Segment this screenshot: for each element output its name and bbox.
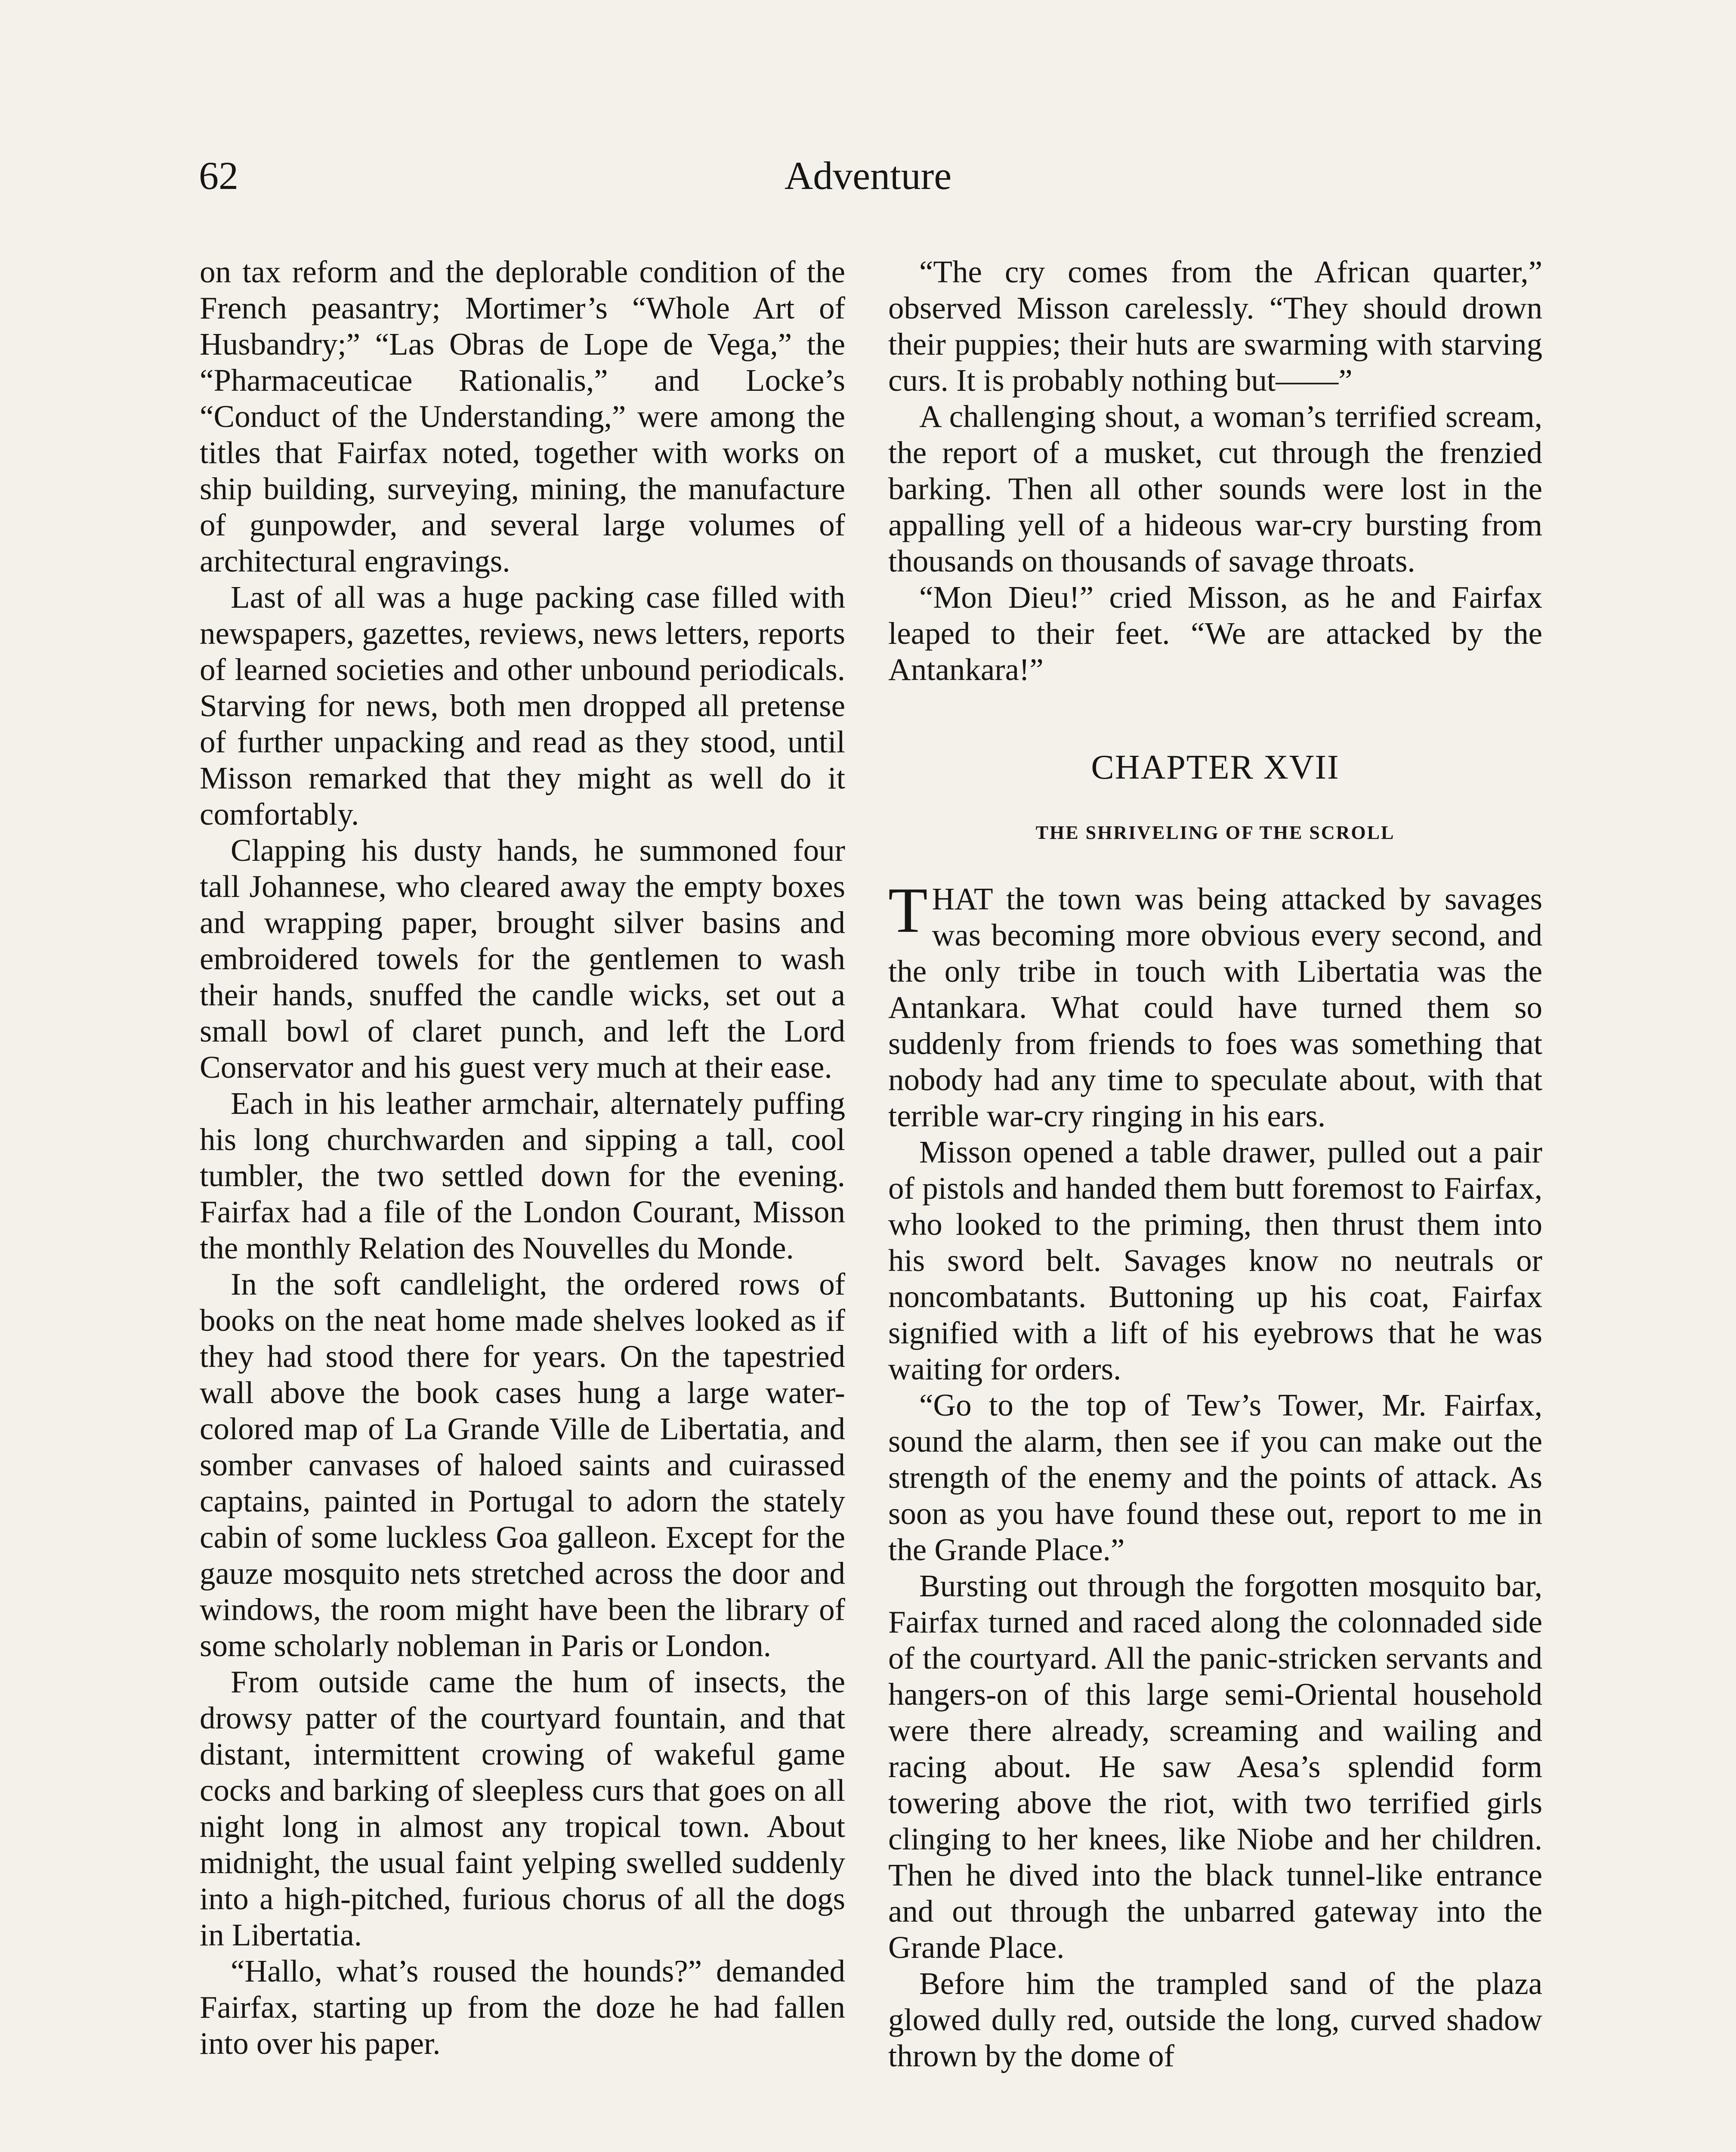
running-title: Adventure [784,154,952,198]
chapter-title: CHAPTER XVII [1091,748,1340,786]
paragraph: “Go to the top of Tew’s Tower, Mr. Fairfax, sound the alarm, then see if you can make out the strength of the enemy and the points of attack. As soon as you have found these out, report to me in the Grande Place.” [888,1388,1542,1567]
paragraph: “Hallo, what’s roused the hounds?” demanded Fairfax, starting up from the doze he had fallen into over his paper. [200,1954,845,2061]
drop-cap: T [888,875,928,946]
paragraph: Last of all was a huge packing case filled with newspapers, gazettes, reviews, news letters, reports of learned societies and other unbound periodicals. Starving for news, both men dropped all pretense of further unpacking and read as they stood, until Misson remarked that they might as well do it comfortably. [200,580,845,832]
chapter-opening-paragraph [888,875,1542,1134]
chapter-subtitle: THE SHRIVELING OF THE SCROLL [1035,822,1395,843]
paragraph: Each in his leather armchair, alternately puffing his long churchwarden and sipping a tall, cool tumbler, the two settled down for the evening. Fairfax had a file of the London Courant, Misson the monthly Relation des Nouvelles du Monde. [200,1086,845,1265]
opening-text: HAT the town was being attacked by savages was becoming more obvious every second, and the only tribe in touch with Libertatia was the Antankara. What could have turned them so suddenly from friends to foes was something that nobody had any time to speculate about, with that terrible war-cry ringing in his ears. [888,881,1542,1133]
paragraph: A challenging shout, a woman’s terrified scream, the report of a musket, cut through the frenzied barking. Then all other sounds were lost in the appalling yell of a hideous war-cry bursting from thousands on thousands of savage throats. [888,399,1542,578]
right-column [888,254,1542,2074]
paragraph: “The cry comes from the African quarter,” observed Misson carelessly. “They should drown their puppies; their huts are swarming with starving curs. It is probably nothing but——” [888,254,1542,398]
paragraph: on tax reform and the deplorable condition of the French peasantry; Mortimer’s “Whole Art of Husbandry;” “Las Obras de Lope de Vega,” the “Pharmaceuticae Rationalis,” and Locke’s “Conduct of the Understanding,” were among the titles that Fairfax noted, together with works on ship building, surveying, mining, the manufacture of gunpowder, and several large volumes of architectural engravings. [200,254,845,578]
page-number: 62 [199,154,238,198]
paragraph: Misson opened a table drawer, pulled out a pair of pistols and handed them butt foremost to Fairfax, who looked to the priming, then thrust them into his sword belt. Savages know no neutrals or noncombatants. Buttoning up his coat, Fairfax signified with a lift of his eyebrows that he was waiting for orders. [888,1135,1542,1386]
paragraph: “Mon Dieu!” cried Misson, as he and Fairfax leaped to their feet. “We are attacked by the Antankara!” [888,580,1542,687]
paragraph: In the soft candlelight, the ordered rows of books on the neat home made shelves looked as if they had stood there for years. On the tapestried wall above the book cases hung a large water-colored map of La Grande Ville de Libertatia, and somber canvases of haloed saints and cuirassed captains, painted in Portugal to adorn the stately cabin of some luckless Goa galleon. Except for the gauze mosquito nets stretched across the door and windows, the room might have been the library of some scholarly nobleman in Paris or London. [200,1267,845,1663]
left-column [200,254,845,2062]
paragraph: Clapping his dusty hands, he summoned four tall Johannese, who cleared away the empty boxes and wrapping paper, brought silver basins and embroidered towels for the gentlemen to wash their hands, snuffed the candle wicks, set out a small bowl of claret punch, and left the Lord Conservator and his guest very much at their ease. [200,833,845,1085]
paragraph: Before him the trampled sand of the plaza glowed dully red, outside the long, curved shadow thrown by the dome of [888,1966,1542,2073]
paragraph: From outside came the hum of insects, the drowsy patter of the courtyard fountain, and that distant, intermittent crowing of wakeful game cocks and barking of sleepless curs that goes on all night long in almost any tropical town. About midnight, the usual faint yelping swelled suddenly into a high-pitched, furious chorus of all the dogs in Libertatia. [200,1664,845,1952]
paragraph: Bursting out through the forgotten mosquito bar, Fairfax turned and raced along the colonnaded side of the courtyard. All the panic-stricken servants and hangers-on of this large semi-Oriental household were there already, screaming and wailing and racing about. He saw Aesa’s splendid form towering above the riot, with two terrified girls clinging to her knees, like Niobe and her children. Then he dived into the black tunnel-like entrance and out through the unbarred gateway into the Grande Place. [888,1568,1542,1965]
